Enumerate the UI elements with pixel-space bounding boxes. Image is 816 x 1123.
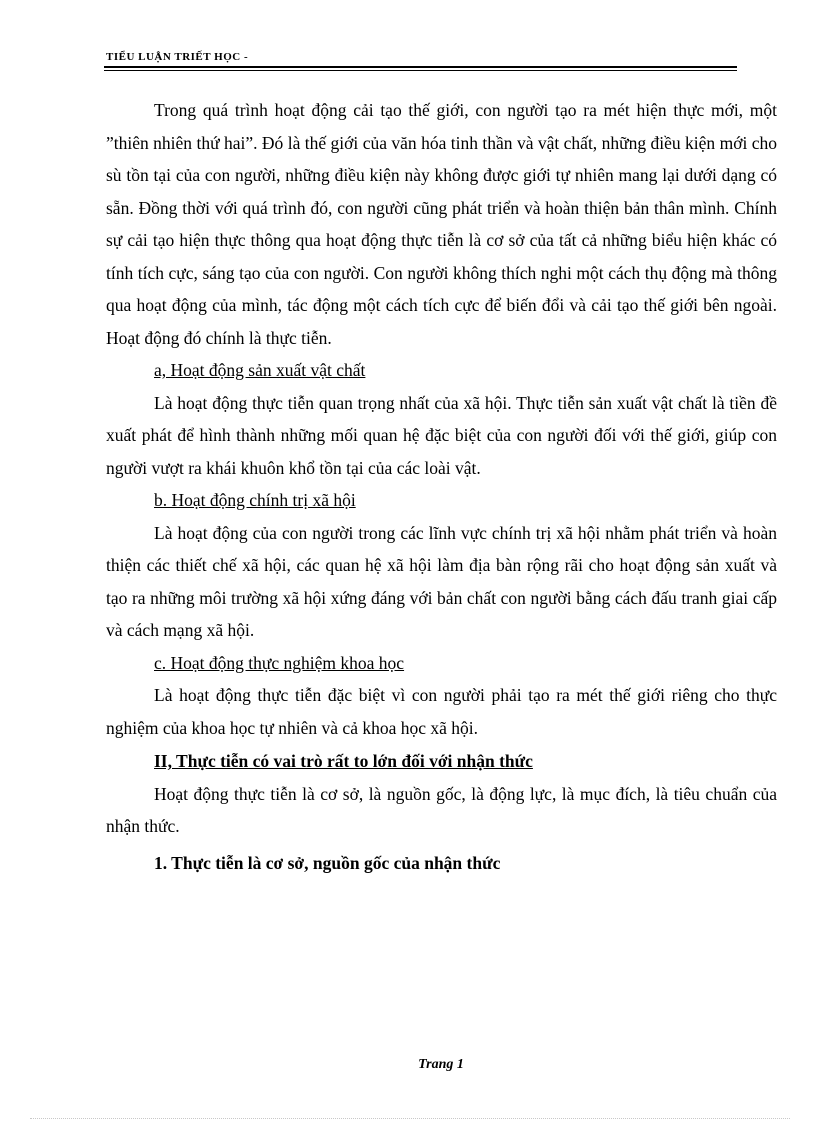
page-bottom-divider bbox=[30, 1118, 790, 1119]
paragraph-c: Là hoạt động thực tiễn đặc biệt vì con người phải tạo ra mét thế giới riêng cho thực nghiệm của khoa học tự nhiên và cả khoa học xã hội. bbox=[106, 685, 777, 738]
section-2-paragraph: Hoạt động thực tiễn là cơ sở, là nguồn gốc, là động lực, là mục đích, là tiêu chuẩn của nhận thức. bbox=[106, 783, 777, 836]
document-body bbox=[106, 94, 777, 879]
header-rule-thin bbox=[104, 70, 737, 71]
subheading-a: a, Hoạt động sản xuất vật chất bbox=[154, 360, 366, 380]
subheading-b: b. Hoạt động chính trị xã hội bbox=[154, 490, 356, 510]
paragraph-b: Là hoạt động của con người trong các lĩnh vực chính trị xã hội nhằm phát triển và hoàn thiện các thiết chế xã hội, các quan hệ xã hội làm địa bàn rộng rãi cho hoạt động sản xuất và tạo ra những môi trường xã hội xứng đáng với bản chất con người bằng cách đấu tranh giai cấp và cách mạng xã hội. bbox=[106, 522, 777, 640]
intro-paragraph: Trong quá trình hoạt động cải tạo thế giới, con người tạo ra mét hiện thực mới, một ”thiên nhiên thứ hai”. Đó là thế giới của văn hóa tinh thần và vật chất, những điều kiện mới cho sù tồn tại của con người, những điều kiện này không được giới tự nhiên mang lại dưới dạng có sẵn. Đồng thời với quá trình đó, con người cũng phát triển và hoàn thiện bản thân mình. Chính sự cải tạo hiện thực thông qua hoạt động thực tiễn là cơ sở của tất cả những biểu hiện khác có tính tích cực, sáng tạo của con người. Con người không thích nghi một cách thụ động mà thông qua hoạt động của mình, tác động một cách tích cực để biến đổi và cải tạo thế giới bên ngoài. Hoạt động đó chính là thực tiễn. bbox=[106, 100, 777, 348]
page-number: Trang 1 bbox=[418, 1057, 464, 1072]
section-2-heading: II, Thực tiễn có vai trò rất to lớn đối với nhận thức bbox=[154, 751, 533, 771]
subheading-c: c. Hoạt động thực nghiệm khoa học bbox=[154, 652, 405, 673]
paragraph-a: Là hoạt động thực tiễn quan trọng nhất của xã hội. Thực tiễn sản xuất vật chất là tiền đề xuất phát để hình thành những mối quan hệ đặc biệt của con người đối với thế giới, giúp con người vượt ra khái khuôn khổ tồn tại của các loài vật. bbox=[106, 392, 777, 478]
point-1-heading: 1. Thực tiễn là cơ sở, nguồn gốc của nhận thức bbox=[154, 852, 501, 873]
header-rule-thick bbox=[104, 66, 737, 68]
document-header: TIỂU LUẬN TRIẾT HỌC - bbox=[106, 51, 249, 63]
